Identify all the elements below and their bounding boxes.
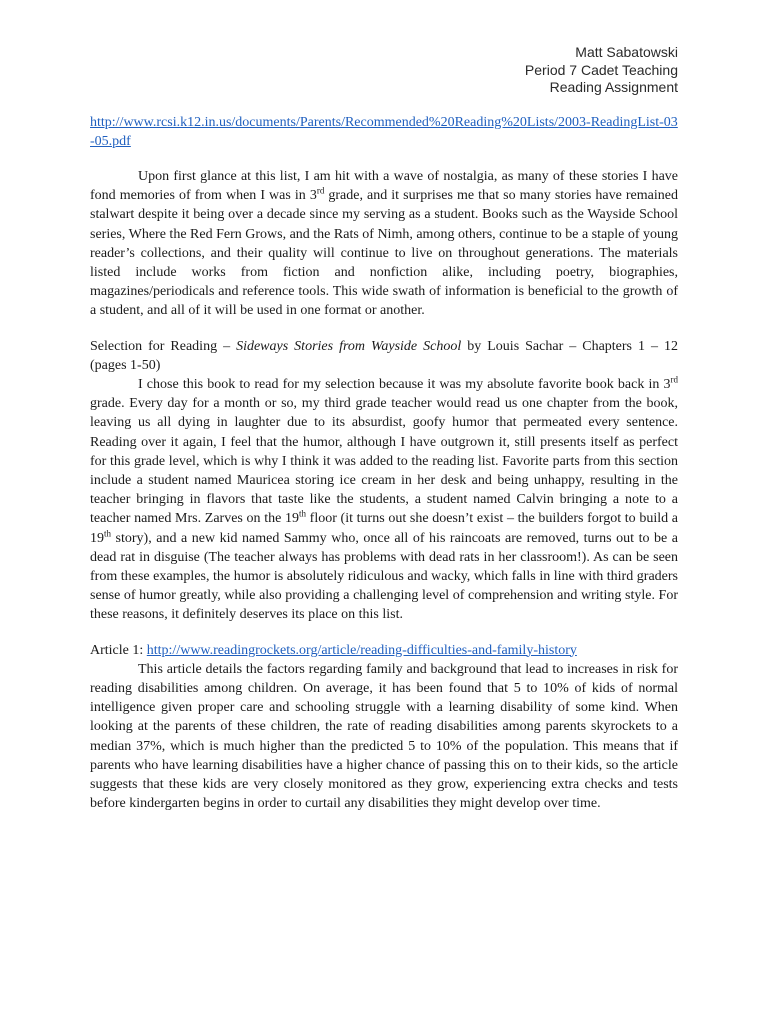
article1-paragraph: This article details the factors regarding family and background that lead to increases in risk for reading disabilities among children. On average, it has been found that 5 to 10% of kids of normal intelligence given proper care and schooling struggle with a learning disability of some kind. When looking at the parents of these children, the rate of reading disabilities among parents skyrockets to a median 37%, which is much higher than the predicted 5 to 10% of the population. This means that if parents who have learning disabilities have a higher chance of passing this on to their kids, so the article suggests that these kids are very closely monitored as they grow, experiencing extra checks and tests before kindergarten begins in order to curtail any disabilities they might develop over time.: [90, 661, 678, 812]
selection-heading-prefix: Selection for Reading –: [90, 338, 237, 354]
document-header: [90, 44, 678, 97]
source-url-link[interactable]: http://www.rcsi.k12.in.us/documents/Parents/Recommended%20Reading%20Lists/2003-ReadingList-03-05.pdf: [90, 114, 678, 149]
selection-paragraph: [90, 375, 678, 625]
book-title: Sideways Stories from Wayside School: [236, 338, 462, 354]
selection-heading: [90, 337, 678, 375]
selection-superscript-1: rd: [670, 374, 678, 385]
selection-heading-suffix: by Louis Sachar – Chapters 1 – 12 (pages 1-50): [90, 338, 678, 373]
intro-paragraph: [90, 167, 678, 321]
course-name: Period 7 Cadet Teaching: [524, 61, 678, 78]
intro-text-b: grade, and it surprises me that so many stories have remained stalwart despite it being over a decade since my serving as a student. Books such as the Wayside School series, Where the Red Fern Grows, and the Rats of Nimh, among others, continue to be a staple of young reader’s collections, and their quality will continue to live on throughout generations. The materials listed include works from fiction and nonfiction alike, including poetry, biographies, magazines/periodicals and reference tools. This wide swath of information is beneficial to the growth of a student, and all of it will be used in one format or another.: [90, 188, 678, 319]
author-name: Matt Sabatowski: [575, 44, 678, 60]
assignment-title: Reading Assignment: [549, 79, 678, 95]
selection-text-d: story), and a new kid named Sammy who, once all of his raincoats are removed, turns out to be a dead rat in disguise (The teacher always has problems with dead rats in her classroom!). As can be seen from these examples, the humor is absolutely ridiculous and wacky, which falls in line with third graders sense of humor greatly, while also providing a challenging level of comprehension and writing style. For these reasons, it definitely deserves its place on this list.: [90, 530, 678, 623]
document-page: [90, 44, 678, 813]
intro-superscript: rd: [316, 185, 325, 196]
article1-heading: [90, 641, 678, 660]
selection-superscript-3: th: [104, 527, 112, 538]
selection-text-c: floor (it turns out she doesn’t exist – the builders forgot to build a 19: [90, 511, 678, 546]
source-url-block: [90, 113, 678, 151]
selection-superscript-2: th: [298, 508, 306, 519]
selection-text-b: grade. Every day for a month or so, my third grade teacher would read us one chapter from the book, leaving us all dying in laughter due to its absurdist, goofy humor that permeated every sentence. Reading over it again, I feel that the humor, although I have outgrown it, still presents itself as perfect for this grade level, which is why I think it was added to the reading list. Favorite parts from this section include a student named Mauricea storing ice cream in her desk and being unhappy, resulting in the teacher bringing in flavors that taste like the students, a student named Calvin bringing a note to a teacher named Mrs. Zarves on the 19: [90, 396, 678, 527]
article1-label: Article 1:: [90, 642, 147, 658]
selection-text-a: I chose this book to read for my selection because it was my absolute favorite book back in 3: [138, 376, 671, 392]
article1-url-link[interactable]: http://www.readingrockets.org/article/reading-difficulties-and-family-history: [146, 642, 577, 658]
intro-text-a: Upon first glance at this list, I am hit with a wave of nostalgia, as many of these stories I have fond memories of from when I was in 3: [90, 168, 678, 204]
